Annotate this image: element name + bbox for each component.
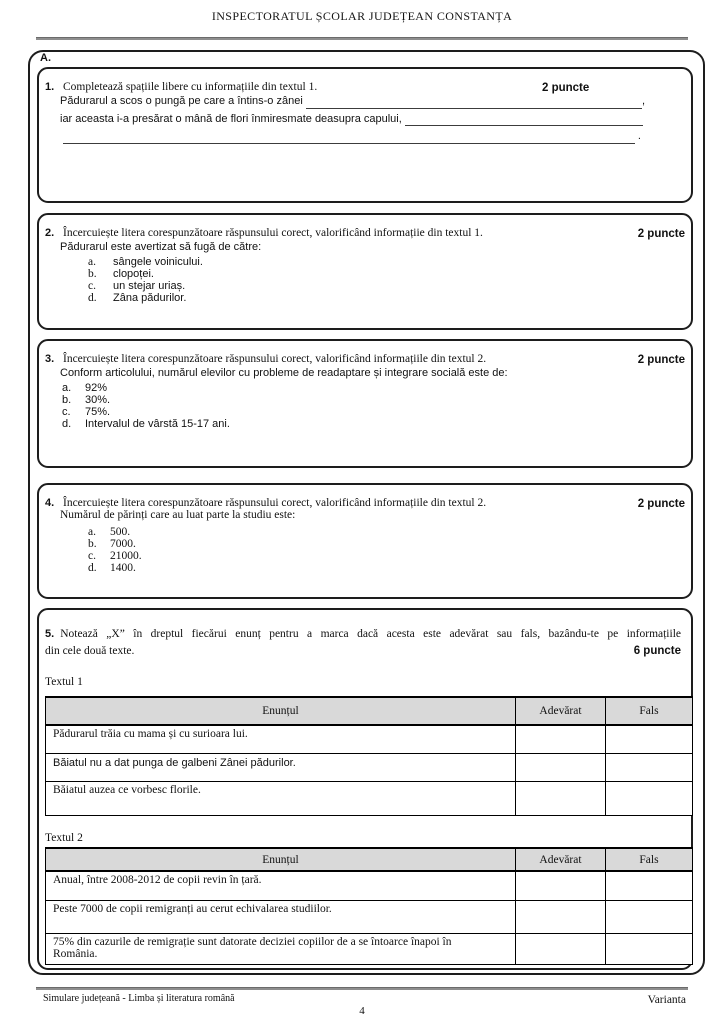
table-row: [46, 871, 693, 900]
answer-cell-adevarat[interactable]: [516, 871, 606, 900]
option-d[interactable]: [62, 418, 683, 430]
fill-line: [60, 93, 645, 111]
table-header-enunt: Enunțul: [46, 697, 516, 725]
points-badge: 6 puncte: [633, 645, 681, 657]
table-caption-textul-2: Textul 2: [45, 832, 83, 844]
page-header-title: INSPECTORATUL ȘCOLAR JUDEȚEAN CONSTANȚA: [211, 9, 513, 23]
statement-cell: Băiatul auzea ce vorbesc florile.: [46, 781, 516, 815]
option-letter: d.: [88, 292, 97, 304]
points-badge: 2 puncte: [542, 82, 590, 94]
statement-cell: 75% din cazurile de remigrație sunt datorate deciziei copiilor de a se întoarce înapoi în România.: [46, 933, 516, 964]
fill-line-text: iar aceasta i-a presărat o mână de flori înmiresmate deasupra capului,: [60, 112, 405, 125]
question-number: 2.: [45, 227, 55, 239]
question-number: 5.: [45, 628, 55, 640]
option-b[interactable]: [62, 394, 683, 406]
answer-cell-adevarat[interactable]: [516, 781, 606, 815]
question-stem: Completează spațiile libere cu informațiile din textul 1.: [63, 81, 318, 93]
question-box-1: [37, 67, 693, 203]
option-text: sângele voinicului.: [113, 256, 203, 268]
question-number: 1.: [45, 81, 55, 93]
fill-blank[interactable]: [63, 128, 635, 146]
table-caption-textul-1: Textul 1: [45, 676, 83, 688]
option-text: 1400.: [110, 562, 136, 574]
answer-cell-adevarat[interactable]: [516, 900, 606, 933]
fill-line-trailing: ,: [641, 95, 645, 107]
footer-divider: [36, 987, 688, 990]
points-badge: 2 puncte: [637, 228, 685, 240]
fill-blank[interactable]: [405, 111, 643, 129]
question-stem: Notează „X” în dreptul fiecărui enunț pentru a marca dacă acesta este adevărat sau fals, bazându-te pe informațiile: [60, 628, 681, 640]
question-number: 3.: [45, 353, 55, 365]
question-box-4: [37, 483, 693, 599]
option-letter: a.: [88, 256, 96, 268]
header-divider: [36, 37, 688, 40]
option-b[interactable]: [88, 268, 683, 280]
answer-cell-adevarat[interactable]: [516, 933, 606, 964]
question-stem: Încercuiește litera corespunzătoare răspunsului corect, valorificând informațiile din textul 2.: [63, 353, 487, 365]
question-box-3: [37, 339, 693, 468]
option-text: Zâna pădurilor.: [113, 292, 187, 304]
option-letter: c.: [88, 280, 96, 292]
answer-cell-fals[interactable]: [606, 725, 693, 753]
fill-line-text: Pădurarul a scos o pungă pe care a întins-o zânei: [60, 95, 306, 107]
question-prompt: Pădurarul este avertizat să fugă de către:: [60, 241, 262, 253]
option-letter: c.: [88, 550, 96, 562]
option-letter: d.: [62, 418, 72, 430]
statement-cell: Anual, între 2008-2012 de copii revin în țară.: [46, 871, 516, 900]
option-a[interactable]: [88, 256, 683, 268]
table-row: [46, 900, 693, 933]
statement-cell: Băiatul nu a dat punga de galbeni Zânei pădurilor.: [46, 753, 516, 781]
page-number: 4: [359, 1005, 365, 1017]
option-a[interactable]: [88, 526, 683, 538]
question-number: 4.: [45, 497, 55, 509]
option-text: un stejar uriaș.: [113, 280, 186, 292]
option-letter: a.: [88, 526, 96, 538]
option-d[interactable]: [88, 292, 683, 304]
section-label: A.: [40, 52, 51, 64]
points-badge: 2 puncte: [637, 354, 685, 366]
question-stem-line2: din cele două texte.: [45, 645, 135, 657]
statements-table-textul-2: [45, 847, 693, 965]
option-letter: a.: [62, 382, 72, 394]
option-c[interactable]: [62, 406, 683, 418]
table-header-adevarat: Adevărat: [516, 697, 606, 725]
table-row: [46, 933, 693, 964]
fill-line: [60, 111, 643, 129]
question-stem: Încercuiește litera corespunzătoare răspunsului corect, valorificând informațiile din textul 2.: [63, 497, 487, 509]
table-header-fals: Fals: [606, 697, 693, 725]
option-text: Intervalul de vârstă 15-17 ani.: [85, 418, 230, 430]
fill-line: [63, 128, 641, 146]
answer-cell-fals[interactable]: [606, 900, 693, 933]
option-c[interactable]: [88, 280, 683, 292]
option-letter: d.: [88, 562, 97, 574]
statement-cell: Pădurarul trăia cu mama și cu surioara lui.: [46, 725, 516, 753]
option-d[interactable]: [88, 562, 683, 574]
option-text: 92%: [85, 382, 108, 394]
option-letter: c.: [62, 406, 71, 418]
fill-blank[interactable]: [306, 93, 642, 111]
option-a[interactable]: [62, 382, 683, 394]
option-c[interactable]: [88, 550, 683, 562]
table-row: [46, 753, 693, 781]
table-header-enunt: Enunțul: [46, 848, 516, 871]
footer-exam-title: Simulare județeană - Limba și literatura română: [43, 993, 235, 1004]
answer-cell-fals[interactable]: [606, 871, 693, 900]
answer-cell-fals[interactable]: [606, 781, 693, 815]
table-header-fals: Fals: [606, 848, 693, 871]
table-row: [46, 781, 693, 815]
footer-variant-label: Varianta: [647, 994, 686, 1006]
option-text: 75%.: [85, 406, 111, 418]
table-row: [46, 725, 693, 753]
option-text: 21000.: [110, 550, 142, 562]
option-letter: b.: [88, 268, 97, 280]
table-header-adevarat: Adevărat: [516, 848, 606, 871]
points-badge: 2 puncte: [637, 498, 685, 510]
option-text: 7000.: [110, 538, 136, 550]
answer-cell-fals[interactable]: [606, 933, 693, 964]
question-prompt: Numărul de părinți care au luat parte la studiu este:: [60, 509, 296, 521]
question-stem: Încercuiește litera corespunzătoare răspunsului corect, valorificând informațiie din textul 1.: [63, 227, 483, 239]
option-letter: b.: [62, 394, 72, 406]
option-text: 30%.: [85, 394, 111, 406]
statements-table-textul-1: [45, 696, 693, 816]
question-stem-line1: [45, 624, 681, 645]
option-text: 500.: [110, 526, 131, 538]
option-letter: b.: [88, 538, 97, 550]
answer-cell-fals[interactable]: [606, 753, 693, 781]
option-b[interactable]: [88, 538, 683, 550]
question-box-5: [37, 608, 693, 970]
question-prompt: Conform articolului, numărul elevilor cu probleme de readaptare și integrare socială este de:: [60, 367, 508, 379]
answer-cell-adevarat[interactable]: [516, 753, 606, 781]
answer-cell-adevarat[interactable]: [516, 725, 606, 753]
option-text: clopoței.: [113, 268, 154, 280]
statement-cell: Peste 7000 de copii remigranți au cerut echivalarea studiilor.: [46, 900, 516, 933]
fill-line-trailing: .: [634, 130, 641, 142]
question-box-2: [37, 213, 693, 330]
